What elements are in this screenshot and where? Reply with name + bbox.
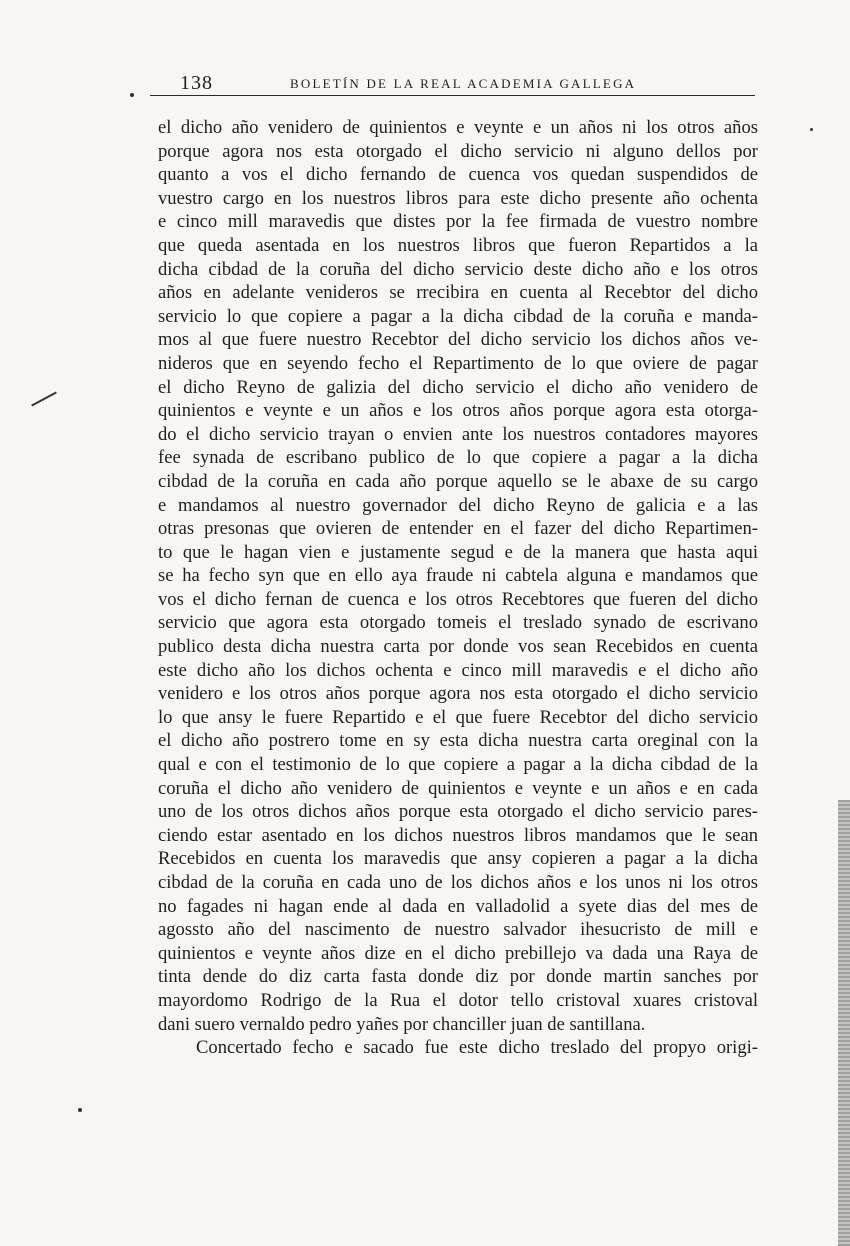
text-line: porque agora nos esta otorgado el dicho servicio ni alguno dellos por xyxy=(158,140,758,162)
text-line: este dicho año los dichos ochenta e cinco mill maravedis e el dicho año xyxy=(158,659,758,681)
text-line: nideros que en seyendo fecho el Repartimento de lo que oviere de pagar xyxy=(158,352,758,374)
text-line: no fagades ni hagan ende al dada en valladolid a syete dias del mes de xyxy=(158,895,758,917)
text-line: cibdad de la coruña en cada uno de los dichos años e los unos ni los otros xyxy=(158,872,758,893)
page-number: 138 xyxy=(180,72,213,94)
text-line: uno de los otros dichos años porque esta otorgado el dicho servicio pares- xyxy=(158,801,758,823)
text-line-paragraph-start: Concertado fecho e sacado fue este dicho treslado del propyo origi- xyxy=(196,1037,758,1059)
text-line: quinientos e veynte años dize en el dicho prebillejo va dada una Raya de xyxy=(158,942,758,964)
paper-speck xyxy=(78,1108,82,1112)
text-line: mos al que fuere nuestro Recebtor del dicho servicio los dichos años ve- xyxy=(158,329,758,351)
text-line: servicio que agora esta otorgado tomeis el treslado synado de escrivano xyxy=(158,612,758,634)
page-header xyxy=(150,70,755,96)
text-line: dicha cibdad de la coruña del dicho servicio deste dicho año e los otros xyxy=(158,258,758,280)
text-line: e cinco mill maravedis que distes por la fee firmada de vuestro nombre xyxy=(158,211,758,233)
text-line: el dicho Reyno de galizia del dicho servicio el dicho año venidero de xyxy=(158,376,758,398)
text-line-paragraph-end: dani suero vernaldo pedro yañes por chanciller juan de santillana. xyxy=(158,1013,646,1035)
text-line: se ha fecho syn que en ello aya fraude ni cabtela alguna e mandamos que xyxy=(158,565,758,587)
text-line: fee synada de escribano publico de lo que copiere a pagar a la dicha xyxy=(158,447,758,469)
text-line: lo que ansy le fuere Repartido e el que fuere Recebtor del dicho servicio xyxy=(158,706,758,728)
body-text xyxy=(158,116,758,1060)
paper-speck xyxy=(130,93,134,97)
text-line: Recebidos en cuenta los maravedis que ansy copieren a pagar a la dicha xyxy=(158,848,758,870)
header-rule xyxy=(150,95,755,96)
margin-mark xyxy=(31,392,57,407)
text-line: que queda asentada en los nuestros libros que fueron Repartidos a la xyxy=(158,234,758,256)
paper-speck xyxy=(810,128,813,131)
text-line: to que le hagan vien e justamente segud e de la manera que hasta aqui xyxy=(158,541,758,563)
text-line: ciendo estar asentado en los dichos nuestros libros mandamos que le sean xyxy=(158,824,758,846)
text-line: e mandamos al nuestro governador del dicho Reyno de galicia e a las xyxy=(158,494,758,516)
text-line: otras presonas que ovieren de entender en el fazer del dicho Repartimen- xyxy=(158,518,758,540)
text-line: servicio lo que copiere a pagar a la dicha cibdad de la coruña e manda- xyxy=(158,305,758,327)
text-line: venidero e los otros años porque agora nos esta otorgado el dicho servicio xyxy=(158,683,758,705)
page-edge-shadow xyxy=(838,800,850,1246)
text-line: publico desta dicha nuestra carta por donde vos sean Recebidos en cuenta xyxy=(158,636,758,658)
text-line: años en adelante venideros se rrecibira en cuenta al Recebtor del dicho xyxy=(158,282,758,304)
text-line: qual e con el testimonio de lo que copiere a pagar a la dicha cibdad de la xyxy=(158,754,758,776)
text-line: tinta dende do diz carta fasta donde diz por donde martin sanches por xyxy=(158,966,758,988)
text-line: do el dicho servicio trayan o envien ante los nuestros contadores mayores xyxy=(158,423,758,445)
text-line: el dicho año postrero tome en sy esta dicha nuestra carta oreginal con la xyxy=(158,730,758,752)
running-title: BOLETÍN DE LA REAL ACADEMIA GALLEGA xyxy=(290,76,637,91)
text-line: mayordomo Rodrigo de la Rua el dotor tello cristoval xuares cristoval xyxy=(158,989,758,1011)
text-line: agossto año del nascimento de nuestro salvador ihesucristo de mill e xyxy=(158,919,758,941)
text-line: quinientos e veynte e un años e los otros años porque agora esta otorga- xyxy=(158,400,758,422)
text-line: el dicho año venidero de quinientos e veynte e un años ni los otros años xyxy=(158,117,758,138)
text-line: cibdad de la coruña en cada año porque aquello se le abaxe de su cargo xyxy=(158,470,758,492)
text-line: vos el dicho fernan de cuenca e los otros Recebtores que fueren del dicho xyxy=(158,588,758,610)
text-line: quanto a vos el dicho fernando de cuenca vos quedan suspendidos de xyxy=(158,164,758,186)
text-line: coruña el dicho año venidero de quinientos e veynte e un años e en cada xyxy=(158,777,758,799)
text-line: vuestro cargo en los nuestros libros para este dicho presente año ochenta xyxy=(158,187,758,209)
